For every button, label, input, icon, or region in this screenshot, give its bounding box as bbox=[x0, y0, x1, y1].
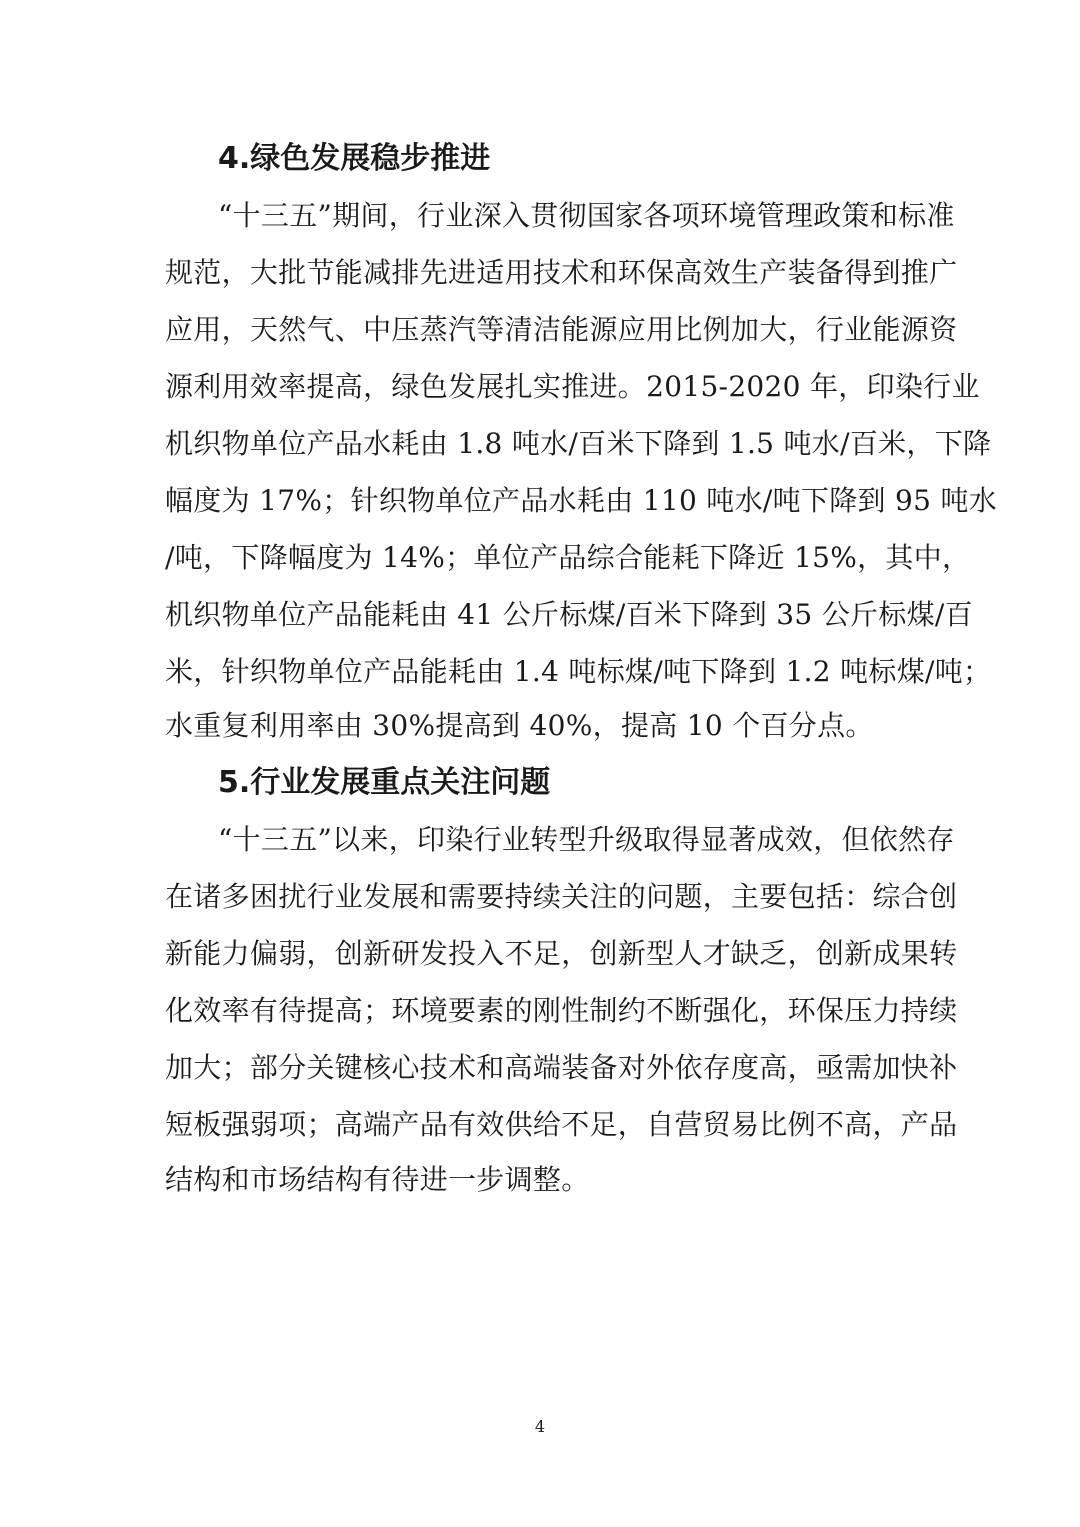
section-4-paragraph-line: 机织物单位产品能耗由 41 公斤标煤/百米下降到 35 公斤标煤/百 bbox=[165, 598, 973, 631]
section-4-paragraph-line: 幅度为 17%；针织物单位产品水耗由 110 吨水/吨下降到 95 吨水 bbox=[165, 484, 998, 517]
section-5-paragraph-line: 化效率有待提高；环境要素的刚性制约不断强化，环保压力持续 bbox=[165, 994, 958, 1027]
section-5-paragraph-line: 结构和市场结构有待进一步调整。 bbox=[165, 1163, 590, 1196]
section-4-paragraph-line: 应用，天然气、中压蒸汽等清洁能源应用比例加大，行业能源资 bbox=[165, 313, 958, 346]
section-4-paragraph-line: 机织物单位产品水耗由 1.8 吨水/百米下降到 1.5 吨水/百米，下降 bbox=[165, 427, 992, 460]
section-5-paragraph-line: 加大；部分关键核心技术和高端装备对外依存度高，亟需加快补 bbox=[165, 1051, 958, 1084]
section-5-paragraph-line: 新能力偏弱，创新研发投入不足，创新型人才缺乏，创新成果转 bbox=[165, 937, 958, 970]
page-number: 4 bbox=[534, 1417, 546, 1436]
section-4-paragraph-line: /吨，下降幅度为 14%；单位产品综合能耗下降近 15%，其中， bbox=[165, 541, 971, 574]
section-5-heading: 5.行业发展重点关注问题 bbox=[218, 765, 551, 800]
section-5-paragraph-line: 短板强弱项；高端产品有效供给不足，自营贸易比例不高，产品 bbox=[165, 1108, 958, 1141]
section-4-paragraph-line: 水重复利用率由 30%提高到 40%，提高 10 个百分点。 bbox=[165, 709, 874, 742]
section-4-heading: 4.绿色发展稳步推进 bbox=[218, 141, 491, 176]
section-5-paragraph-line: 在诸多困扰行业发展和需要持续关注的问题，主要包括：综合创 bbox=[165, 880, 958, 913]
section-4-paragraph-line: 米，针织物单位产品能耗由 1.4 吨标煤/吨下降到 1.2 吨标煤/吨； bbox=[165, 655, 992, 688]
section-4-paragraph-line: 规范，大批节能减排先进适用技术和环保高效生产装备得到推广 bbox=[165, 256, 958, 289]
section-4-paragraph-line: “十三五”期间，行业深入贯彻国家各项环境管理政策和标准 bbox=[218, 199, 955, 232]
section-5-paragraph-line: “十三五”以来，印染行业转型升级取得显著成效，但依然存 bbox=[218, 823, 955, 856]
section-4-paragraph-line: 源利用效率提高，绿色发展扎实推进。2015-2020 年，印染行业 bbox=[165, 370, 980, 403]
